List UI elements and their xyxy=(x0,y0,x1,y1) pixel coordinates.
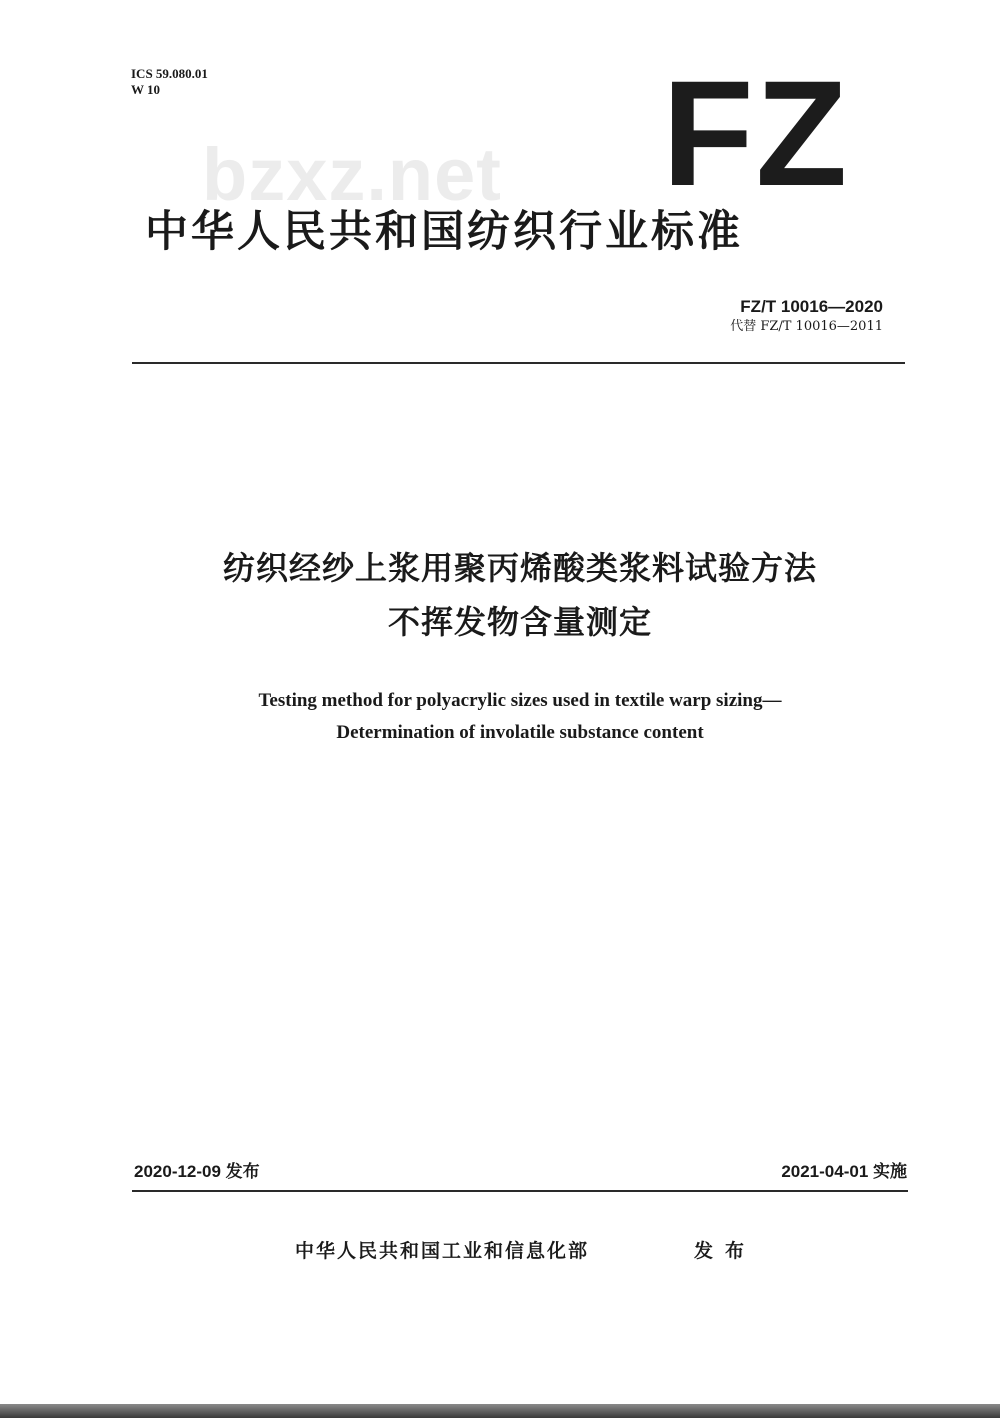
page-bottom-edge xyxy=(0,1404,1000,1418)
ics-number: ICS 59.080.01 xyxy=(131,66,208,81)
standard-code: FZ/T 10016—2020 xyxy=(740,297,883,316)
ics-block xyxy=(131,66,208,98)
watermark: bzxz.net xyxy=(202,133,502,216)
chinese-title xyxy=(100,541,940,649)
fz-logo: FZ xyxy=(662,49,850,217)
implementation-date: 2021-04-01 实施 xyxy=(781,1162,907,1181)
chinese-title-line1: 纺织经纱上浆用聚丙烯酸类浆料试验方法 xyxy=(222,549,817,587)
publisher: 中华人民共和国工业和信息化部 xyxy=(295,1240,590,1262)
classification-code: W 10 xyxy=(131,82,161,97)
bottom-divider xyxy=(132,1190,908,1192)
english-title xyxy=(100,685,940,749)
publish-label: 发布 xyxy=(694,1240,757,1262)
issue-date: 2020-12-09 发布 xyxy=(134,1162,260,1181)
chinese-title-line2: 不挥发物含量测定 xyxy=(387,603,652,641)
english-title-line1: Testing method for polyacrylic sizes used in textile warp sizing— xyxy=(258,690,782,711)
standard-category-title: 中华人民共和国纺织行业标准 xyxy=(145,207,743,257)
replaces-standard: 代替 FZ/T 10016—2011 xyxy=(730,319,883,334)
english-title-line2: Determination of involatile substance content xyxy=(336,722,704,743)
top-divider xyxy=(132,362,905,364)
